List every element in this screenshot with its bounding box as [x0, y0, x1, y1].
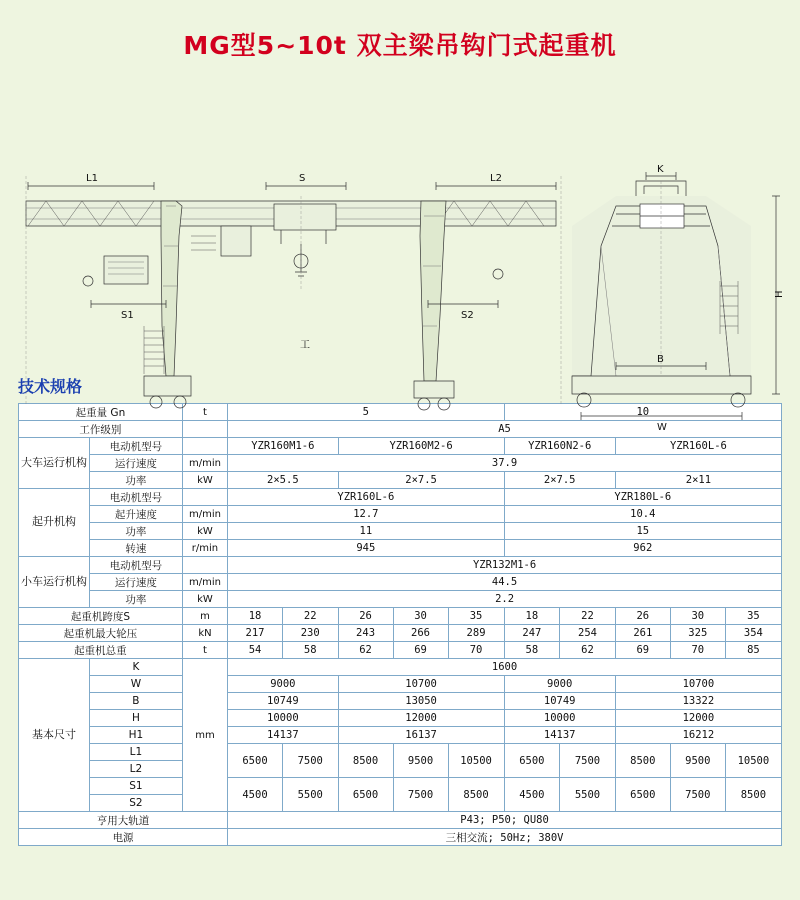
table-row	[19, 727, 782, 744]
row-label: 起重机最大轮压	[19, 625, 183, 642]
cell: 70	[670, 642, 725, 659]
cell: 10500	[725, 744, 781, 778]
cell: 9000	[228, 676, 338, 693]
row-unit: m/min	[182, 455, 227, 472]
row-label: 起重量 Gn	[19, 404, 183, 421]
cell: 10.4	[504, 506, 781, 523]
cell: 325	[670, 625, 725, 642]
cell: 2×11	[615, 472, 781, 489]
row-unit: m	[182, 608, 227, 625]
group-label-trolley-travel: 大车运行机构	[19, 438, 90, 489]
dim-label: L2	[90, 761, 183, 778]
spec-table-body	[19, 404, 782, 846]
dim-label: B	[90, 693, 183, 710]
spec-table	[18, 403, 782, 846]
dim-label: H1	[90, 727, 183, 744]
row-label: 起重机总重	[19, 642, 183, 659]
table-row-power	[19, 829, 782, 846]
cell: 16212	[615, 727, 781, 744]
cell: YZR180L-6	[504, 489, 781, 506]
table-row	[19, 778, 782, 795]
table-row	[19, 455, 782, 472]
group-label-small-car: 小车运行机构	[19, 557, 90, 608]
row-label: 工作级别	[19, 421, 183, 438]
row-unit: kW	[182, 523, 227, 540]
cell: 254	[560, 625, 616, 642]
cell: 18	[504, 608, 560, 625]
svg-text:B: B	[657, 354, 664, 365]
cell: 70	[448, 642, 504, 659]
cell: 22	[282, 608, 338, 625]
group-label-dimensions: 基本尺寸	[19, 659, 90, 812]
table-row	[19, 421, 782, 438]
cell: 12000	[615, 710, 781, 727]
svg-text:L1: L1	[86, 173, 98, 184]
row-label: 运行速度	[90, 455, 183, 472]
dims-unit: mm	[182, 659, 227, 812]
row-label: 起升速度	[90, 506, 183, 523]
cell: 4500	[228, 778, 283, 812]
cell: 10700	[615, 676, 781, 693]
cell: 5500	[282, 778, 338, 812]
cell: 58	[504, 642, 560, 659]
cell: 2×5.5	[228, 472, 338, 489]
cell: 9500	[393, 744, 448, 778]
cell: 15	[504, 523, 781, 540]
cell: 62	[560, 642, 616, 659]
cell: 22	[560, 608, 616, 625]
cell: 1600	[228, 659, 782, 676]
cell: 35	[448, 608, 504, 625]
cell: 7500	[393, 778, 448, 812]
svg-text:S: S	[299, 173, 306, 184]
cell: 30	[393, 608, 448, 625]
table-row	[19, 710, 782, 727]
cell: 10700	[338, 676, 504, 693]
cell: 4500	[504, 778, 560, 812]
row-unit: m/min	[182, 506, 227, 523]
table-row	[19, 574, 782, 591]
row-unit: r/min	[182, 540, 227, 557]
cell: 54	[228, 642, 283, 659]
cell: 69	[393, 642, 448, 659]
svg-text:W: W	[657, 422, 667, 433]
cell: 217	[228, 625, 283, 642]
row-label: 运行速度	[90, 574, 183, 591]
cell: 8500	[615, 744, 670, 778]
cell: 2×7.5	[504, 472, 615, 489]
cell: YZR160N2-6	[504, 438, 615, 455]
dim-label: S1	[90, 778, 183, 795]
cell: 2.2	[228, 591, 782, 608]
cell: 6500	[228, 744, 283, 778]
cell: 26	[338, 608, 393, 625]
table-row	[19, 693, 782, 710]
cell: 13050	[338, 693, 504, 710]
cell: YZR160M1-6	[228, 438, 338, 455]
svg-text:K: K	[657, 164, 664, 175]
row-unit	[182, 421, 227, 438]
dim-label: S2	[90, 795, 183, 812]
row-label: 电动机型号	[90, 438, 183, 455]
cell: 8500	[448, 778, 504, 812]
cell: YZR160L-6	[228, 489, 504, 506]
row-unit	[182, 438, 227, 455]
cell: 962	[504, 540, 781, 557]
table-row-total-weight	[19, 642, 782, 659]
row-label: 电源	[19, 829, 228, 846]
cell: 8500	[338, 744, 393, 778]
cell: 6500	[504, 744, 560, 778]
cell: P43; P50; QU80	[228, 812, 782, 829]
cell: 6500	[338, 778, 393, 812]
cell: 16137	[338, 727, 504, 744]
dim-label: W	[90, 676, 183, 693]
cell: 11	[228, 523, 504, 540]
cell: YZR132M1-6	[228, 557, 782, 574]
svg-text:H: H	[774, 290, 785, 298]
table-row	[19, 438, 782, 455]
row-unit: m/min	[182, 574, 227, 591]
table-row	[19, 744, 782, 761]
row-label: 功率	[90, 591, 183, 608]
row-unit: t	[182, 404, 227, 421]
row-unit	[182, 489, 227, 506]
cell: YZR160M2-6	[338, 438, 504, 455]
cell: 12.7	[228, 506, 504, 523]
table-row	[19, 472, 782, 489]
cell: 10749	[504, 693, 615, 710]
group-label-hoist: 起升机构	[19, 489, 90, 557]
cell: 13322	[615, 693, 781, 710]
dim-label: H	[90, 710, 183, 727]
cell: 10	[504, 404, 781, 421]
cell: 37.9	[228, 455, 782, 472]
table-row	[19, 659, 782, 676]
cell: 8500	[725, 778, 781, 812]
cell: 62	[338, 642, 393, 659]
cell: 354	[725, 625, 781, 642]
row-label: 亨用大轨道	[19, 812, 228, 829]
row-label: 转速	[90, 540, 183, 557]
row-unit: kN	[182, 625, 227, 642]
cell: 14137	[228, 727, 338, 744]
cell: 69	[615, 642, 670, 659]
page-title: MG型5~10t 双主梁吊钩门式起重机	[183, 31, 617, 60]
row-label: 功率	[90, 523, 183, 540]
table-row	[19, 523, 782, 540]
cell: 9500	[670, 744, 725, 778]
svg-text:S1: S1	[121, 310, 134, 321]
table-row	[19, 676, 782, 693]
cell: 6500	[615, 778, 670, 812]
spec-heading: 技术规格	[18, 377, 83, 396]
table-row-rail	[19, 812, 782, 829]
svg-text:S2: S2	[461, 310, 474, 321]
cell: 230	[282, 625, 338, 642]
table-row	[19, 506, 782, 523]
row-unit: kW	[182, 591, 227, 608]
cell: 9000	[504, 676, 615, 693]
cell: 10500	[448, 744, 504, 778]
row-label: 功率	[90, 472, 183, 489]
cell: 7500	[282, 744, 338, 778]
cell: 261	[615, 625, 670, 642]
cell: 247	[504, 625, 560, 642]
table-row	[19, 591, 782, 608]
svg-text:工: 工	[300, 340, 310, 351]
cell: 85	[725, 642, 781, 659]
cell: 三相交流; 50Hz; 380V	[228, 829, 782, 846]
cell: A5	[228, 421, 782, 438]
table-row-span	[19, 608, 782, 625]
cell: 2×7.5	[338, 472, 504, 489]
cell: 266	[393, 625, 448, 642]
dim-label: L1	[90, 744, 183, 761]
table-row	[19, 404, 782, 421]
cell: 10000	[228, 710, 338, 727]
cell: 7500	[670, 778, 725, 812]
cell: 10749	[228, 693, 338, 710]
cell: 10000	[504, 710, 615, 727]
svg-text:L2: L2	[490, 173, 502, 184]
cell: 30	[670, 608, 725, 625]
table-row-wheel-load	[19, 625, 782, 642]
cell: 58	[282, 642, 338, 659]
cell: 945	[228, 540, 504, 557]
cell: 14137	[504, 727, 615, 744]
cell: 5500	[560, 778, 616, 812]
row-unit: t	[182, 642, 227, 659]
cell: 18	[228, 608, 283, 625]
cell: 243	[338, 625, 393, 642]
cell: 26	[615, 608, 670, 625]
row-unit: kW	[182, 472, 227, 489]
table-row	[19, 489, 782, 506]
table-row	[19, 557, 782, 574]
cell: 289	[448, 625, 504, 642]
cell: 12000	[338, 710, 504, 727]
cell: 5	[228, 404, 504, 421]
cell: 44.5	[228, 574, 782, 591]
cell: 35	[725, 608, 781, 625]
row-label: 起重机跨度S	[19, 608, 183, 625]
row-label: 电动机型号	[90, 557, 183, 574]
row-unit	[182, 557, 227, 574]
row-label: 电动机型号	[90, 489, 183, 506]
cell: 7500	[560, 744, 616, 778]
cell: YZR160L-6	[615, 438, 781, 455]
table-row	[19, 540, 782, 557]
dim-label: K	[90, 659, 183, 676]
